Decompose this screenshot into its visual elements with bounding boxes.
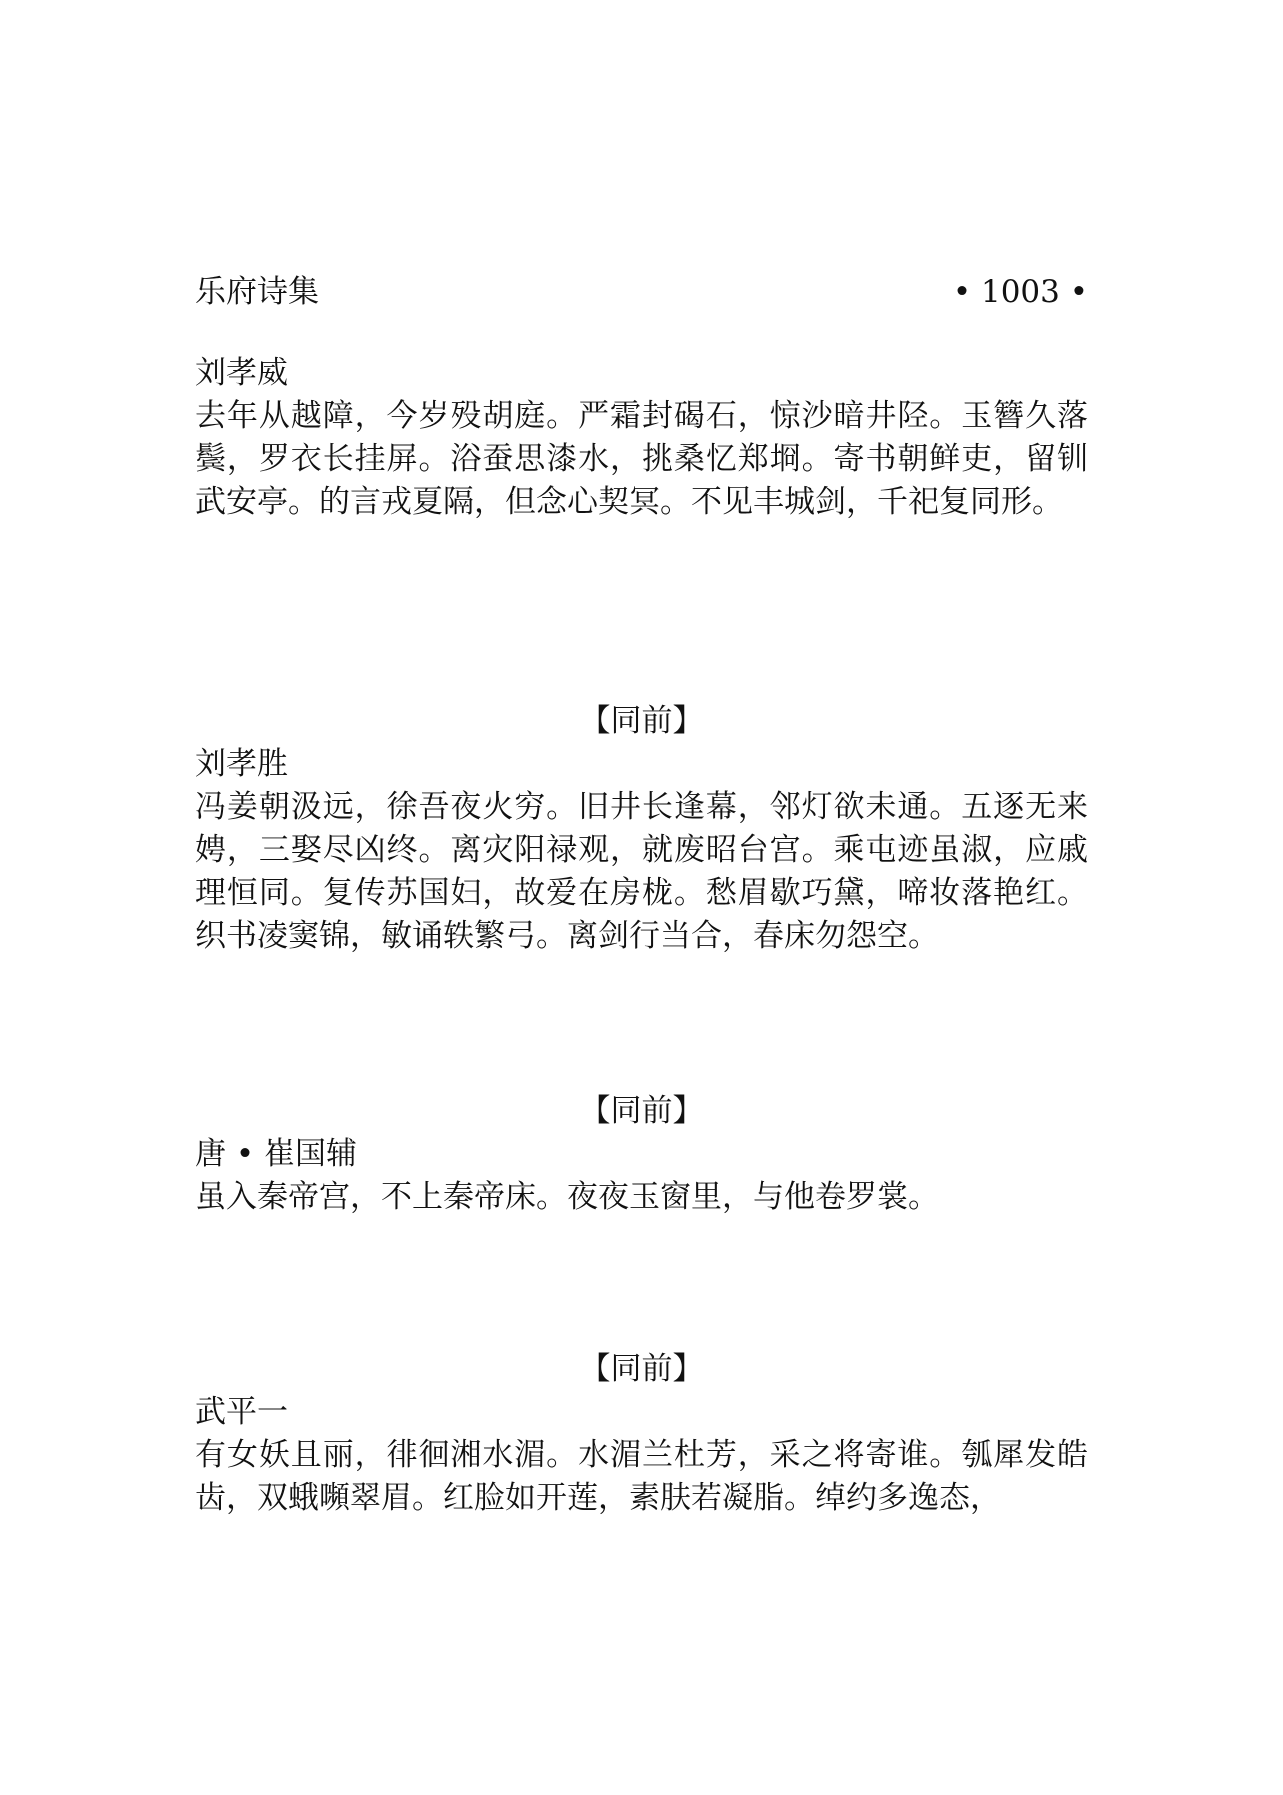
poem-section bbox=[195, 1348, 1088, 1520]
poem-section bbox=[195, 700, 1088, 958]
poem-author: 武平一 bbox=[195, 1394, 288, 1430]
poem-heading: 【同前】 bbox=[579, 1351, 704, 1387]
poem-author: 刘孝威 bbox=[195, 355, 288, 391]
poem-heading: 【同前】 bbox=[579, 703, 704, 739]
poem-heading: 【同前】 bbox=[579, 1093, 704, 1129]
book-title: 乐府诗集 bbox=[195, 274, 319, 310]
poem-author: 唐 • 崔国辅 bbox=[195, 1136, 357, 1172]
poem-text: 有女妖且丽，徘徊湘水湄。水湄兰杜芳，采之将寄谁。瓠犀发皓齿，双蛾嚬翠眉。红脸如开莲，素肤若凝脂。绰约多逸态， bbox=[195, 1437, 1088, 1516]
poem-text: 去年从越障，今岁殁胡庭。严霜封碣石，惊沙暗井陉。玉簪久落鬓，罗衣长挂屏。浴蚕思漆水，挑桑忆郑埛。寄书朝鲜吏，留钏武安亭。的言戎夏隔，但念心契冥。不见丰城剑，千祀复同形。 bbox=[195, 398, 1088, 520]
poem-section bbox=[195, 352, 1088, 524]
poem-text: 冯姜朝汲远，徐吾夜火穷。旧井长逢幕，邻灯欲未通。五逐无来娉，三娶尽凶终。离灾阳禄观，就废昭台宫。乘屯迹虽淑，应戚理恒同。复传苏国妇，故爱在房栊。愁眉歇巧黛，啼妆落艳红。织书凌窦锦，敏诵轶繁弓。离剑行当合，春床勿怨空。 bbox=[195, 789, 1088, 954]
poem-author: 刘孝胜 bbox=[195, 746, 288, 782]
page-header bbox=[195, 272, 1088, 312]
poem-section bbox=[195, 1090, 1088, 1219]
poem-text: 虽入秦帝宫，不上秦帝床。夜夜玉窗里，与他卷罗裳。 bbox=[195, 1179, 939, 1215]
page-number: • 1003 • bbox=[952, 274, 1088, 310]
